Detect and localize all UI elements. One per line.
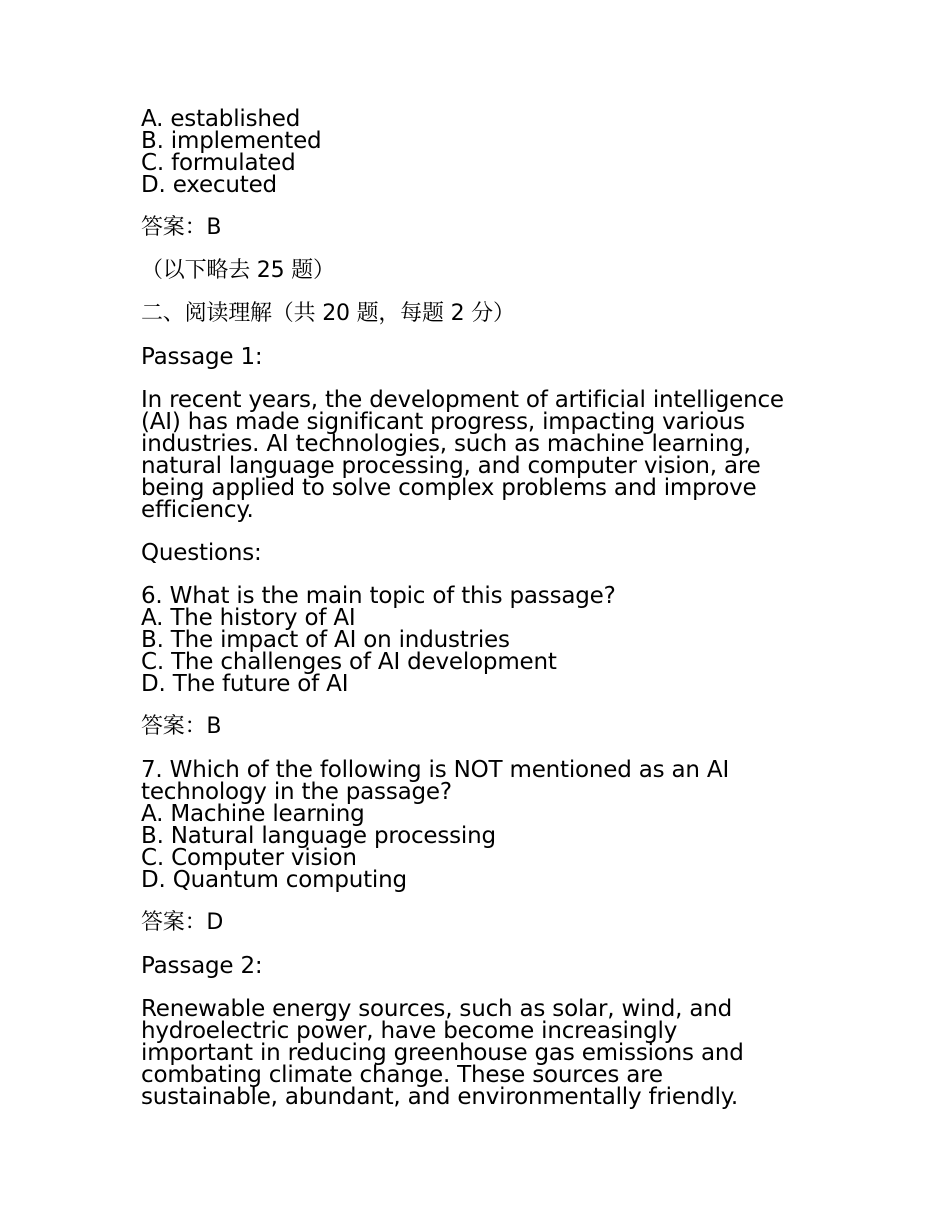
q5-answer: 答案：B <box>141 215 222 240</box>
q7-option-b: B. Natural language processing <box>141 823 496 849</box>
q7-block <box>141 759 821 891</box>
passage1-line: natural language processing, and computer vision, are <box>141 453 761 479</box>
passage1-line: efficiency. <box>141 497 254 523</box>
q6-option-b: B. The impact of AI on industries <box>141 627 510 653</box>
q7-answer: 答案：D <box>141 910 224 935</box>
q6-block <box>141 585 821 695</box>
q5-option-c: C. formulated <box>141 150 296 176</box>
passage1-line: (AI) has made significant progress, impacting various <box>141 409 745 435</box>
q5-options <box>141 108 821 196</box>
q7-option-c: C. Computer vision <box>141 845 357 871</box>
q5-option-b: B. implemented <box>141 128 322 154</box>
passage2-line: combating climate change. These sources are <box>141 1062 663 1088</box>
q6-option-d: D. The future of AI <box>141 671 349 697</box>
passage1-line: industries. AI technologies, such as machine learning, <box>141 431 751 457</box>
q7-question-line: 7. Which of the following is NOT mentioned as an AI <box>141 757 730 783</box>
section-heading: 二、阅读理解（共 20 题，每题 2 分） <box>141 301 515 326</box>
passage1-title: Passage 1: <box>141 344 263 370</box>
q6-option-a: A. The history of AI <box>141 605 356 631</box>
passage2-body <box>141 998 821 1108</box>
passage1-body <box>141 389 821 521</box>
q6-option-c: C. The challenges of AI development <box>141 649 557 675</box>
q7-option-a: A. Machine learning <box>141 801 365 827</box>
passage2-line: sustainable, abundant, and environmentally friendly. <box>141 1084 739 1110</box>
q6-question: 6. What is the main topic of this passage? <box>141 583 616 609</box>
questions-label: Questions: <box>141 540 262 566</box>
q5-option-a: A. established <box>141 106 301 132</box>
omitted-note: （以下略去 25 题） <box>141 258 335 283</box>
q7-question-line: technology in the passage? <box>141 779 452 805</box>
passage2-line: Renewable energy sources, such as solar, wind, and <box>141 996 732 1022</box>
q7-option-d: D. Quantum computing <box>141 867 407 893</box>
document-page <box>141 108 821 1129</box>
passage1-line: being applied to solve complex problems and improve <box>141 475 757 501</box>
passage2-line: hydroelectric power, have become increasingly <box>141 1018 678 1044</box>
passage2-title: Passage 2: <box>141 953 263 979</box>
q6-answer: 答案：B <box>141 714 222 739</box>
q5-option-d: D. executed <box>141 172 277 198</box>
passage2-line: important in reducing greenhouse gas emissions and <box>141 1040 744 1066</box>
passage1-line: In recent years, the development of artificial intelligence <box>141 387 784 413</box>
